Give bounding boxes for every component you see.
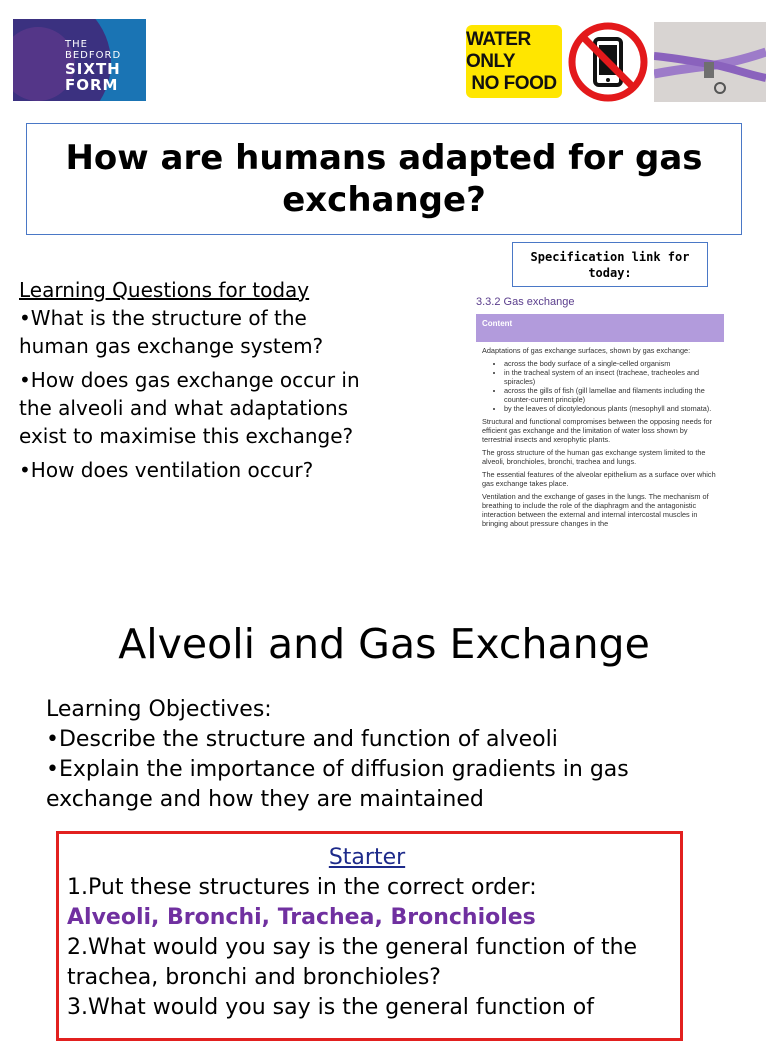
sign-line-2: NO FOOD [471, 72, 557, 94]
spec-content-body [476, 342, 724, 528]
spec-link-line-1: Specification link for [530, 249, 690, 264]
starter-question-2: 2.What would you say is the general function of the trachea, bronchi and bronchioles? [67, 935, 638, 990]
spec-bullet: • by the leaves of dicotyledonous plants (mesophyll and stomata). [504, 404, 718, 413]
logo-line-3: SIXTH [65, 60, 121, 78]
lanyard-image [654, 22, 766, 102]
learning-question-2: •How does gas exchange occur in the alveoli and what adaptations exist to maximise this exchange? [19, 368, 360, 448]
objectives-label: Learning Objectives: [46, 697, 272, 722]
logo-text [65, 40, 121, 93]
learning-question-3: •How does ventilation occur? [19, 458, 314, 482]
lanyard-icon [654, 22, 766, 102]
learning-questions-heading: Learning Questions for today [19, 278, 310, 302]
spec-intro: Adaptations of gas exchange surfaces, shown by gas exchange: [482, 346, 691, 355]
spec-paragraph-2: The gross structure of the human gas exchange system limited to the alveoli, bronchioles, bronchi, trachea and lungs. [482, 448, 706, 466]
objective-2: •Explain the importance of diffusion gradients in gas exchange and how they are maintained [46, 757, 629, 812]
starter-box [56, 831, 683, 1041]
sixth-form-logo [13, 19, 146, 101]
spec-link-line-2: today: [588, 265, 632, 280]
spec-paragraph-1: Structural and functional compromises between the opposing needs for efficient gas exchange and the limitation of water loss shown by terrestrial insects and xerophytic plants. [482, 417, 712, 444]
section-heading: Alveoli and Gas Exchange [118, 620, 650, 668]
no-phone-icon [567, 21, 649, 103]
spec-bullet: • across the gills of fish (gill lamellae and filaments including the counter-current principle) [504, 386, 718, 404]
starter-structures: Alveoli, Bronchi, Trachea, Bronchioles [67, 905, 536, 930]
logo-line-2: BEDFORD [65, 50, 122, 61]
logo-line-1: THE [65, 39, 88, 50]
specification-excerpt [476, 296, 724, 566]
starter-title: Starter [328, 845, 406, 870]
learning-questions [19, 276, 369, 490]
spec-content-bar: Content [476, 314, 724, 342]
spec-bullet-list [482, 359, 718, 413]
water-only-sign [466, 25, 562, 98]
starter-question-1: 1.Put these structures in the correct order: [67, 875, 537, 900]
logo-line-4: FORM [65, 76, 119, 94]
specification-link-box [512, 242, 708, 287]
learning-objectives [46, 695, 686, 815]
spec-section-title: 3.3.2 Gas exchange [476, 296, 575, 308]
title-box [26, 123, 742, 235]
spec-paragraph-3: The essential features of the alveolar epithelium as a surface over which gas exchange takes place. [482, 470, 716, 488]
spec-bullet: • across the body surface of a single-celled organism [504, 359, 718, 368]
page-title [65, 137, 702, 221]
title-line-2: exchange? [282, 180, 486, 220]
title-line-1: How are humans adapted for gas [65, 138, 703, 178]
spec-paragraph-4: Ventilation and the exchange of gases in the lungs. The mechanism of breathing to include the role of the diaphragm and the antagonistic interaction between the external and internal intercostal muscles in bringing about pressure changes in the [482, 492, 709, 528]
objective-1: •Describe the structure and function of alveoli [46, 727, 558, 752]
sign-line-1: WATER ONLY [466, 28, 531, 72]
starter-content [67, 843, 667, 1023]
starter-question-3: 3.What would you say is the general function of [67, 995, 594, 1020]
specification-link-label [531, 249, 690, 281]
learning-question-1: •What is the structure of the human gas exchange system? [19, 306, 324, 358]
spec-bullet: • in the tracheal system of an insect (tracheae, tracheoles and spiracles) [504, 368, 718, 386]
